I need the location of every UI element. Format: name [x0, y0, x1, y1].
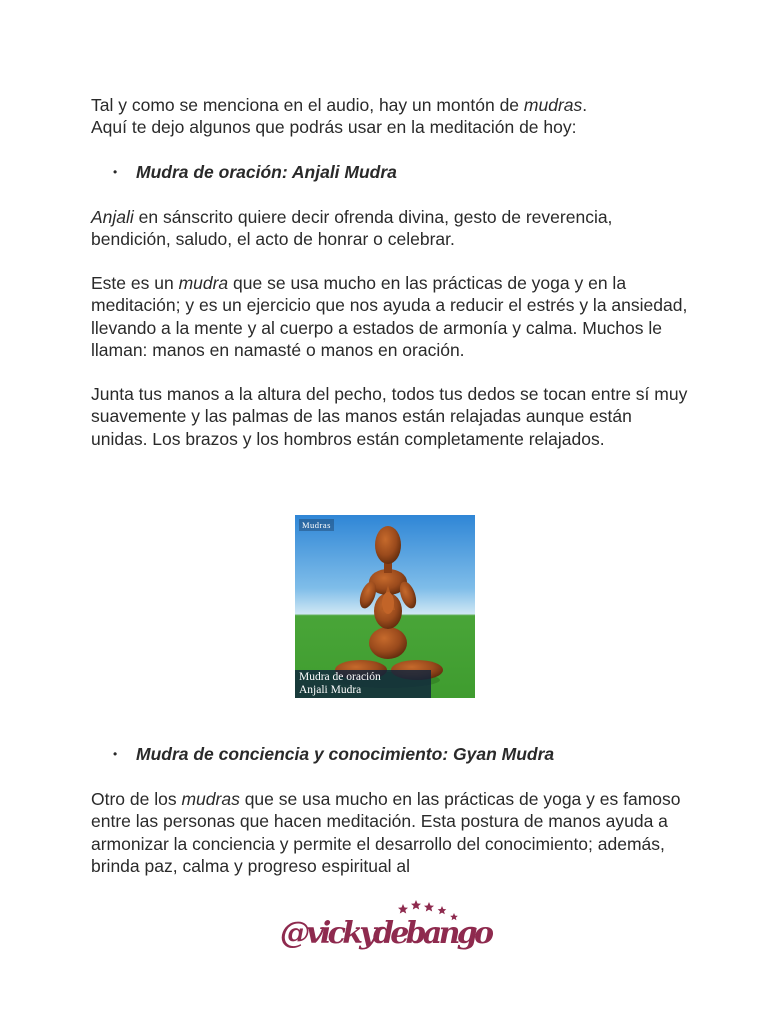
intro-text: Tal y como se menciona en el audio, hay un montón de: [91, 95, 524, 115]
intro-paragraph: [91, 94, 691, 139]
image-tag: Mudras: [299, 519, 334, 531]
bullet-marker: •: [113, 165, 118, 179]
intro-emphasis: mudras: [523, 95, 583, 115]
image-caption-line1: Mudra de oración: [299, 671, 381, 683]
anjali-description: [91, 272, 691, 361]
bullet-heading-gyan: Mudra de conciencia y conocimiento: Gyan Mudra: [136, 744, 555, 764]
anjali-definition: [91, 206, 691, 251]
anjali-desc-rest: que se usa mucho en las prácticas de yoga y en la meditación; y es un ejercicio que nos ayuda a reducir el estrés y la ansiedad, llevando a la mente y al cuerpo a estados de armonía y calma. Muchos le llaman: manos en namasté o manos en oración.: [91, 273, 688, 360]
anjali-instructions-text: Junta tus manos a la altura del pecho, todos tus dedos se tocan entre sí muy suavemente y las palmas de las manos están relajadas aunque están unidas. Los brazos y los hombros están completamente relajados.: [91, 384, 688, 449]
bullet-marker: •: [113, 747, 118, 761]
intro-text-line2: Aquí te dejo algunos que podrás usar en la meditación de hoy:: [91, 117, 577, 138]
logo-text: @vickydebango: [280, 916, 494, 951]
anjali-mudra-image: [295, 515, 475, 698]
gyan-description: [91, 788, 691, 877]
anjali-term: Anjali: [91, 207, 134, 227]
vickydebango-logo: [272, 888, 502, 974]
anjali-instructions: [91, 383, 691, 450]
bullet-heading-anjali: Mudra de oración: Anjali Mudra: [136, 162, 397, 182]
image-caption: [295, 670, 431, 698]
gyan-desc-emphasis: mudras: [181, 789, 240, 809]
anjali-definition-text: en sánscrito quiere decir ofrenda divina, gesto de reverencia, bendición, saludo, el acto de honrar o celebrar.: [91, 207, 613, 250]
image-caption-line2: Anjali Mudra: [299, 683, 362, 696]
anjali-desc-emphasis: mudra: [178, 273, 229, 293]
logo-graphic: [272, 888, 502, 974]
intro-text-end: .: [582, 95, 588, 115]
gyan-desc-rest: que se usa mucho en las prácticas de yoga y es famoso entre las personas que hacen meditación. Esta postura de manos ayuda a armonizar la conciencia y permite el desarrollo del conocimiento; además, brinda paz, calma y progreso espiritual al: [91, 789, 681, 876]
anjali-desc-start: Este es un: [91, 273, 179, 293]
gyan-desc-start: Otro de los: [91, 789, 182, 809]
